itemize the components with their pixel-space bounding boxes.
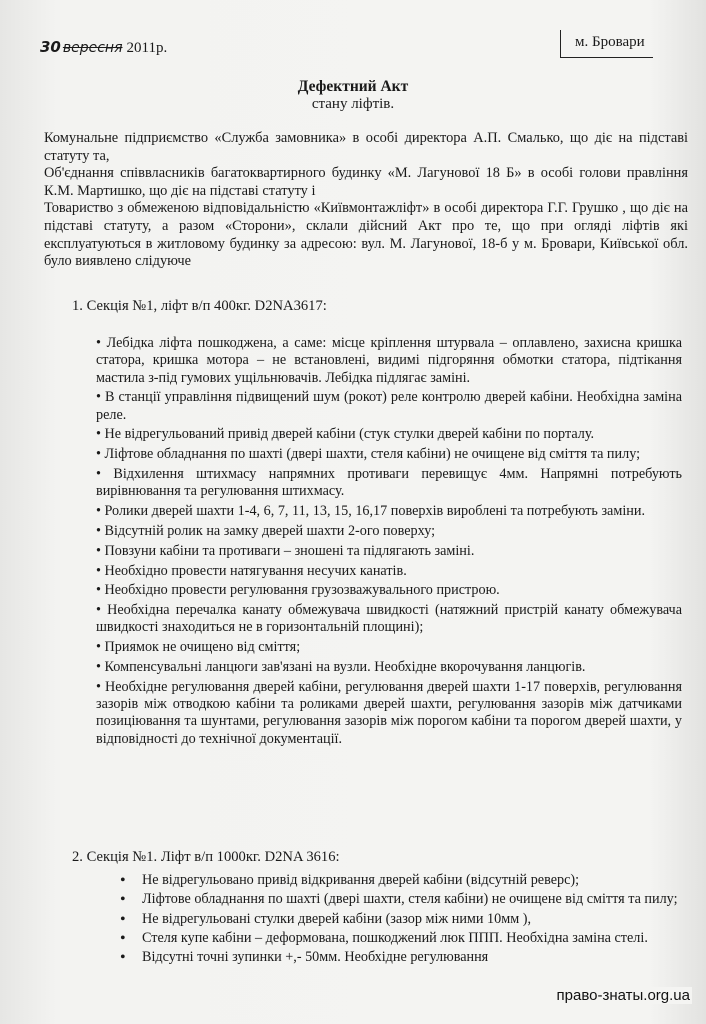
defect-item: • Компенсувальні ланцюги зав'язані на вузли. Необхідне вкорочування ланцюгів. — [96, 659, 682, 676]
intro-party-2: Об'єднання співвласників багатоквартирного будинку «М. Лагунової 18 Б» в особі голови правління К.М. Мартишко, що діє на підставі статуту і — [44, 165, 688, 199]
intro-text — [44, 130, 688, 271]
defect-item: • Стеля купе кабіни – деформована, пошкоджений люк ППП. Необхідна заміна стелі. — [120, 930, 684, 947]
defect-item: • Ролики дверей шахти 1-4, 6, 7, 11, 13, 15, 16,17 поверхів вироблені та потребують заміни. — [96, 503, 682, 520]
defect-item: • Не відрегульований привід дверей кабіни (стук стулки дверей кабіни по порталу. — [96, 426, 682, 443]
date-day: 30 — [40, 38, 61, 56]
site-watermark: право-знаты.org.ua — [556, 987, 690, 1004]
section-2-defect-list — [120, 872, 684, 968]
section-1-heading: 1. Секція №1, ліфт в/п 400кг. D2NA3617: — [72, 298, 327, 314]
intro-party-3: Товариство з обмеженою відповідальністю «Київмонтажліфт» в особі директора Г.Г. Грушко , що діє на підставі статуту, а разом «Сторони», склали дійсний Акт про те, що при огляді ліфтів які експлуатуються в житловому будинку за адресою: вул. М. Лагунової, 18-б у м. Бровари, Київської обл. було виявлено слідуюче — [44, 200, 688, 270]
defect-item: • Приямок не очищено від сміття; — [96, 639, 682, 656]
intro-party-1: Комунальне підприємство «Служба замовника» в особі директора А.П. Смалько, що діє на підставі статуту та, — [44, 130, 688, 164]
defect-item: • Не відрегульовано привід відкривання дверей кабіни (відсутній реверс); — [120, 872, 684, 889]
city-box: м. Бровари — [560, 30, 653, 58]
defect-item: • Лебідка ліфта пошкоджена, а саме: місце кріплення штурвала – оплавлено, захисна кришка статора, кришка мотора – не встановлені, видимі підгоряння обмотки статора, підтікання мастила з-під гумових ущільнювачів. Лебідка підлягає заміні. — [96, 335, 682, 387]
defect-item: • Необхідно провести натягування несучих канатів. — [96, 563, 682, 580]
defect-item: • В станції управління підвищений шум (рокот) реле контролю дверей кабіни. Необхідна заміна реле. — [96, 389, 682, 424]
defect-item: • Відхилення штихмасу напрямних противаги перевищує 4мм. Напрямні потребують вирівнювання та регулювання штихмасу. — [96, 466, 682, 501]
document-title: Дефектний Акт — [297, 78, 409, 95]
defect-item: • Відсутній ролик на замку дверей шахти 2-ого поверху; — [96, 523, 682, 540]
defect-item: • Повзуни кабіни та противаги – зношені та підлягають заміні. — [96, 543, 682, 560]
defect-item: • Необхідне регулювання дверей кабіни, регулювання дверей шахти 1-17 поверхів, регулювання зазорів між отводкою кабіни та роликами дверей шахти, регулювання зазорів між датчиками позиціювання та шунтами, регулювання зазорів між порогом кабіни та порогом дверей шахти, у відповідності до технічної документації. — [96, 679, 682, 748]
defect-item: • Необхідна перечалка канату обмежувача швидкості (натяжний пристрій канату обмежувача швидкості знаходиться не в горизонтальній площині); — [96, 602, 682, 637]
defect-item: • Необхідно провести регулювання грузозважувального пристрою. — [96, 582, 682, 599]
date-year: 2011р. — [126, 40, 168, 56]
defect-item: • Ліфтове обладнання по шахті (двері шахти, стеля кабіни) не очищене від сміття та пилу; — [120, 891, 684, 908]
defect-item: • Ліфтове обладнання по шахті (двері шахти, стеля кабіни) не очищене від сміття та пилу; — [96, 446, 682, 463]
document-subtitle: стану ліфтів. — [311, 96, 395, 112]
section-1-defect-list — [96, 335, 682, 751]
defect-item: • Не відрегульовані стулки дверей кабіни (зазор між ними 10мм ), — [120, 911, 684, 928]
defect-item: • Відсутні точні зупинки +,- 50мм. Необхідне регулювання — [120, 949, 684, 966]
date-month: вересня — [62, 40, 123, 56]
document-date — [40, 38, 167, 57]
section-2-heading: 2. Секція №1. Ліфт в/п 1000кг. D2NA 3616: — [72, 849, 340, 865]
